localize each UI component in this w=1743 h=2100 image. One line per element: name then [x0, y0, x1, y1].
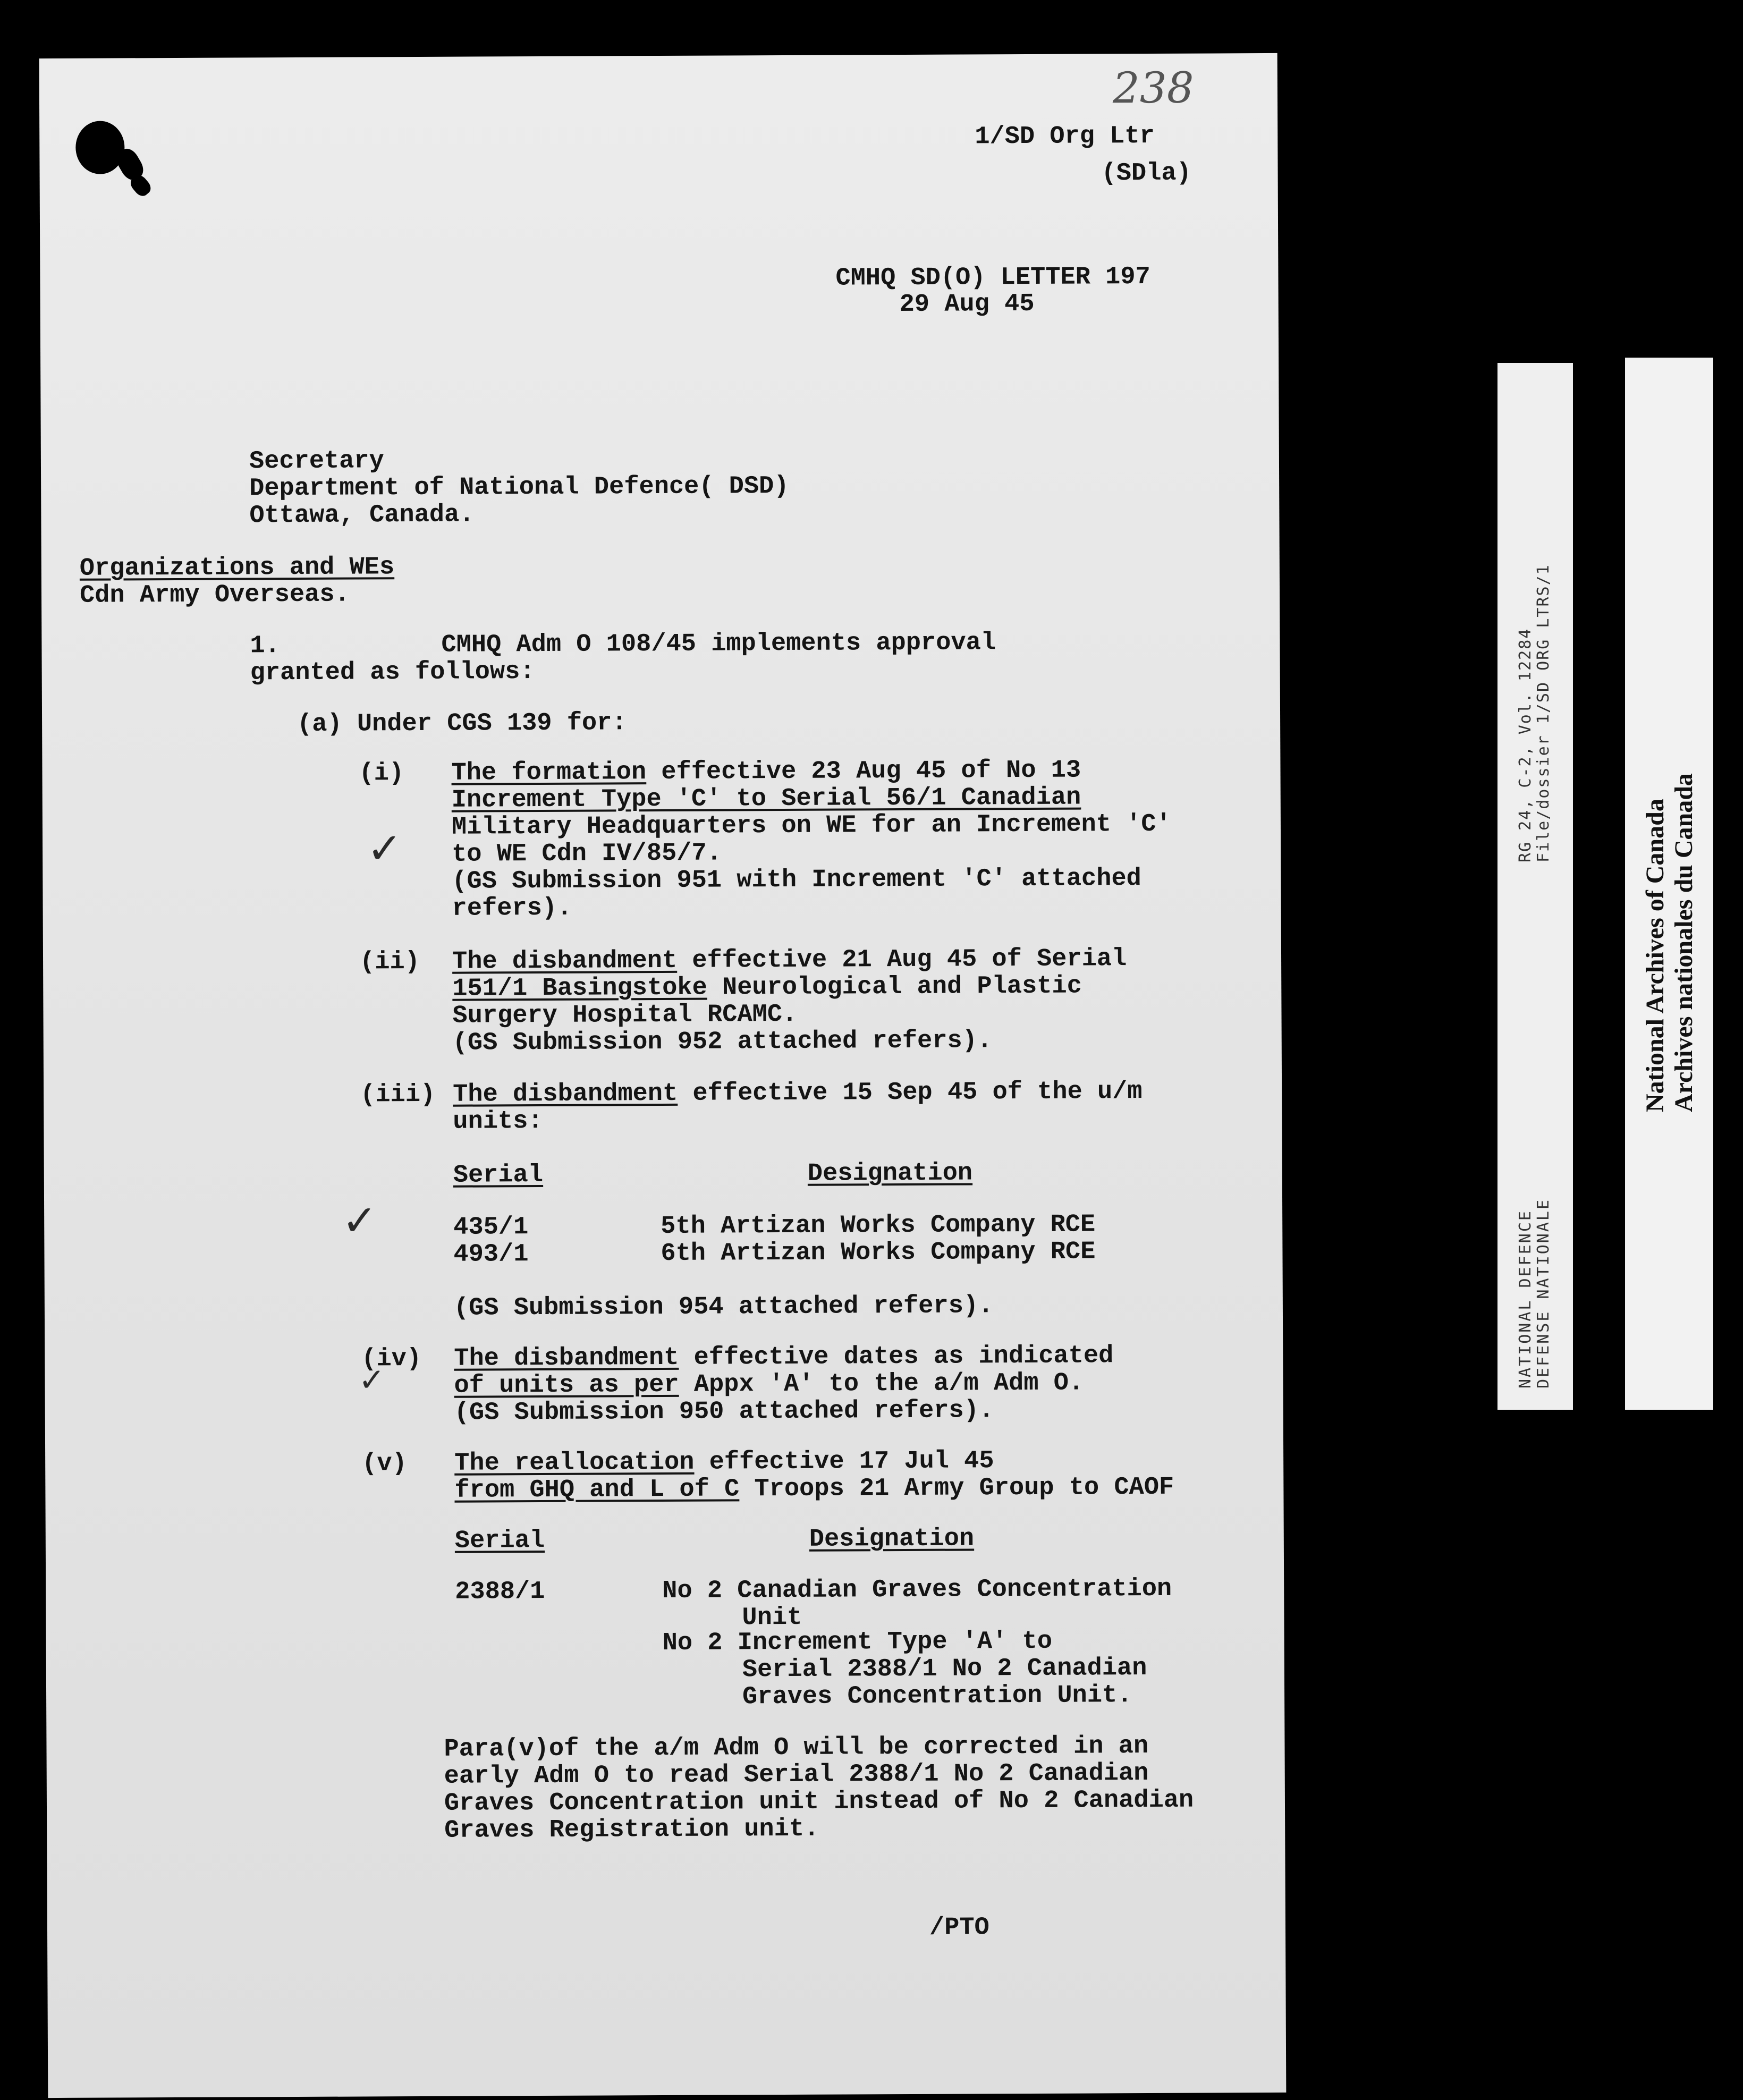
table-row-serial: 2388/1	[455, 1577, 545, 1606]
para-text-2: granted as follows:	[250, 658, 535, 688]
item-ii-line-4: (GS Submission 952 attached refers).	[452, 1027, 993, 1057]
item-iii-line-2: units:	[453, 1107, 543, 1136]
item-iv-line-3: (GS Submission 950 attached refers).	[454, 1396, 994, 1427]
subject-line-1: Organizations and WEs	[79, 553, 395, 583]
file-reference: 1/SD Org Ltr	[975, 122, 1155, 151]
letter-reference: CMHQ SD(O) LETTER 197	[835, 262, 1150, 293]
closing-line-2: early Adm O to read Serial 2388/1 No 2 Canadian	[444, 1759, 1149, 1791]
subpara-a: (a) Under CGS 139 for:	[297, 709, 627, 739]
item-v-lead: The reallocation	[454, 1448, 695, 1478]
item-i-line-3: Military Headquarters on WE for an Increment 'C'	[451, 810, 1171, 842]
item-ii-number: (ii)	[359, 947, 420, 977]
tab-label-ndd: NATIONAL DEFENCE DEFENSE NATIONALE	[1516, 1198, 1553, 1388]
table-row-designation: No 2 Canadian Graves Concentration	[662, 1574, 1172, 1606]
item-iii-number: (iii)	[360, 1080, 436, 1110]
item-i-line-4: to WE Cdn IV/85/7.	[452, 839, 722, 869]
item-iv-number: (iv)	[361, 1344, 422, 1374]
archives-label: National Archives of Canada Archives nationales du Canada	[1641, 773, 1698, 1112]
table-row-designation: 5th Artizan Works Company RCE	[661, 1210, 1096, 1241]
handwritten-page-number: 238	[1112, 63, 1194, 113]
checkmark-icon: ✓	[341, 1196, 378, 1246]
item-i-line-1: The formation effective 23 Aug 45 of No 13	[451, 756, 1081, 788]
para-text-1: CMHQ Adm O 108/45 implements approval	[441, 629, 996, 659]
addressee-line-1: Secretary	[249, 447, 384, 476]
item-i-lead: The formation	[451, 758, 647, 788]
national-archives-tab	[1625, 358, 1713, 1410]
addressee-line-2: Department of National Defence( DSD)	[249, 472, 789, 503]
table-row-designation: 6th Artizan Works Company RCE	[661, 1238, 1096, 1268]
table-row-serial: 493/1	[453, 1240, 529, 1269]
punch-hole-mark	[75, 121, 124, 174]
closing-line-1: Para(v)of the a/m Adm O will be corrected in an	[444, 1732, 1149, 1764]
closing-line-3: Graves Concentration unit instead of No 2 Canadian	[444, 1786, 1194, 1818]
item-i-number: (i)	[359, 759, 404, 788]
item-v-line-2: from GHQ and L of C Troops 21 Army Group to CAOF	[454, 1473, 1174, 1505]
item-iii-note: (GS Submission 954 attached refers).	[453, 1292, 994, 1323]
table-row-designation: Graves Concentration Unit.	[742, 1681, 1132, 1712]
item-ii-line-2: 151/1 Basingstoke Neurological and Plastic	[452, 972, 1082, 1003]
item-i-line-6: refers).	[452, 894, 572, 923]
para-number: 1.	[250, 632, 281, 661]
table-row-designation: No 2 Increment Type 'A' to	[662, 1627, 1053, 1658]
section-reference: (SDla)	[1101, 159, 1191, 188]
table-row-serial: 435/1	[453, 1213, 529, 1242]
item-v-number: (v)	[362, 1450, 407, 1478]
item-ii-line-1: The disbandment effective 21 Aug 45 of Serial	[452, 945, 1127, 976]
item-i-line-2: Increment Type 'C' to Serial 56/1 Canadian	[451, 783, 1081, 815]
tab-label-reference: RG 24, C-2, Vol. 12284 File/dossier 1/SD ORG LTRS/1	[1516, 564, 1553, 862]
item-iii-line-1: The disbandment effective 15 Sep 45 of the u/m	[453, 1078, 1143, 1109]
subject-line-2: Cdn Army Overseas.	[79, 580, 350, 610]
item-v-line-1: The reallocation effective 17 Jul 45	[454, 1447, 994, 1478]
item-iv-lead: The disbandment	[454, 1343, 679, 1373]
item-ii-lead: The disbandment	[452, 946, 678, 976]
archive-reference-tab	[1497, 363, 1573, 1410]
item-iii-lead: The disbandment	[453, 1079, 678, 1109]
table-row-designation: Serial 2388/1 No 2 Canadian	[742, 1654, 1147, 1684]
document-page	[39, 53, 1287, 2098]
letter-date: 29 Aug 45	[899, 290, 1035, 319]
item-iv-line-1: The disbandment effective dates as indicated	[454, 1342, 1114, 1373]
please-turn-over: /PTO	[929, 1913, 989, 1942]
item-iv-line-2: of units as per Appx 'A' to the a/m Adm O.	[454, 1369, 1084, 1400]
checkmark-icon: ✓	[366, 824, 403, 874]
column-header-designation: Designation	[807, 1159, 973, 1188]
column-header-serial: Serial	[454, 1526, 545, 1555]
column-header-serial: Serial	[453, 1161, 544, 1190]
addressee-line-3: Ottawa, Canada.	[249, 501, 475, 530]
item-ii-line-3: Surgery Hospital RCAMC.	[452, 1000, 798, 1030]
item-i-line-5: (GS Submission 951 with Increment 'C' attached	[452, 865, 1141, 896]
closing-line-4: Graves Registration unit.	[444, 1815, 819, 1845]
checkmark-icon: ✓	[358, 1361, 385, 1399]
column-header-designation: Designation	[809, 1525, 975, 1554]
table-row-designation: Unit	[742, 1603, 802, 1632]
